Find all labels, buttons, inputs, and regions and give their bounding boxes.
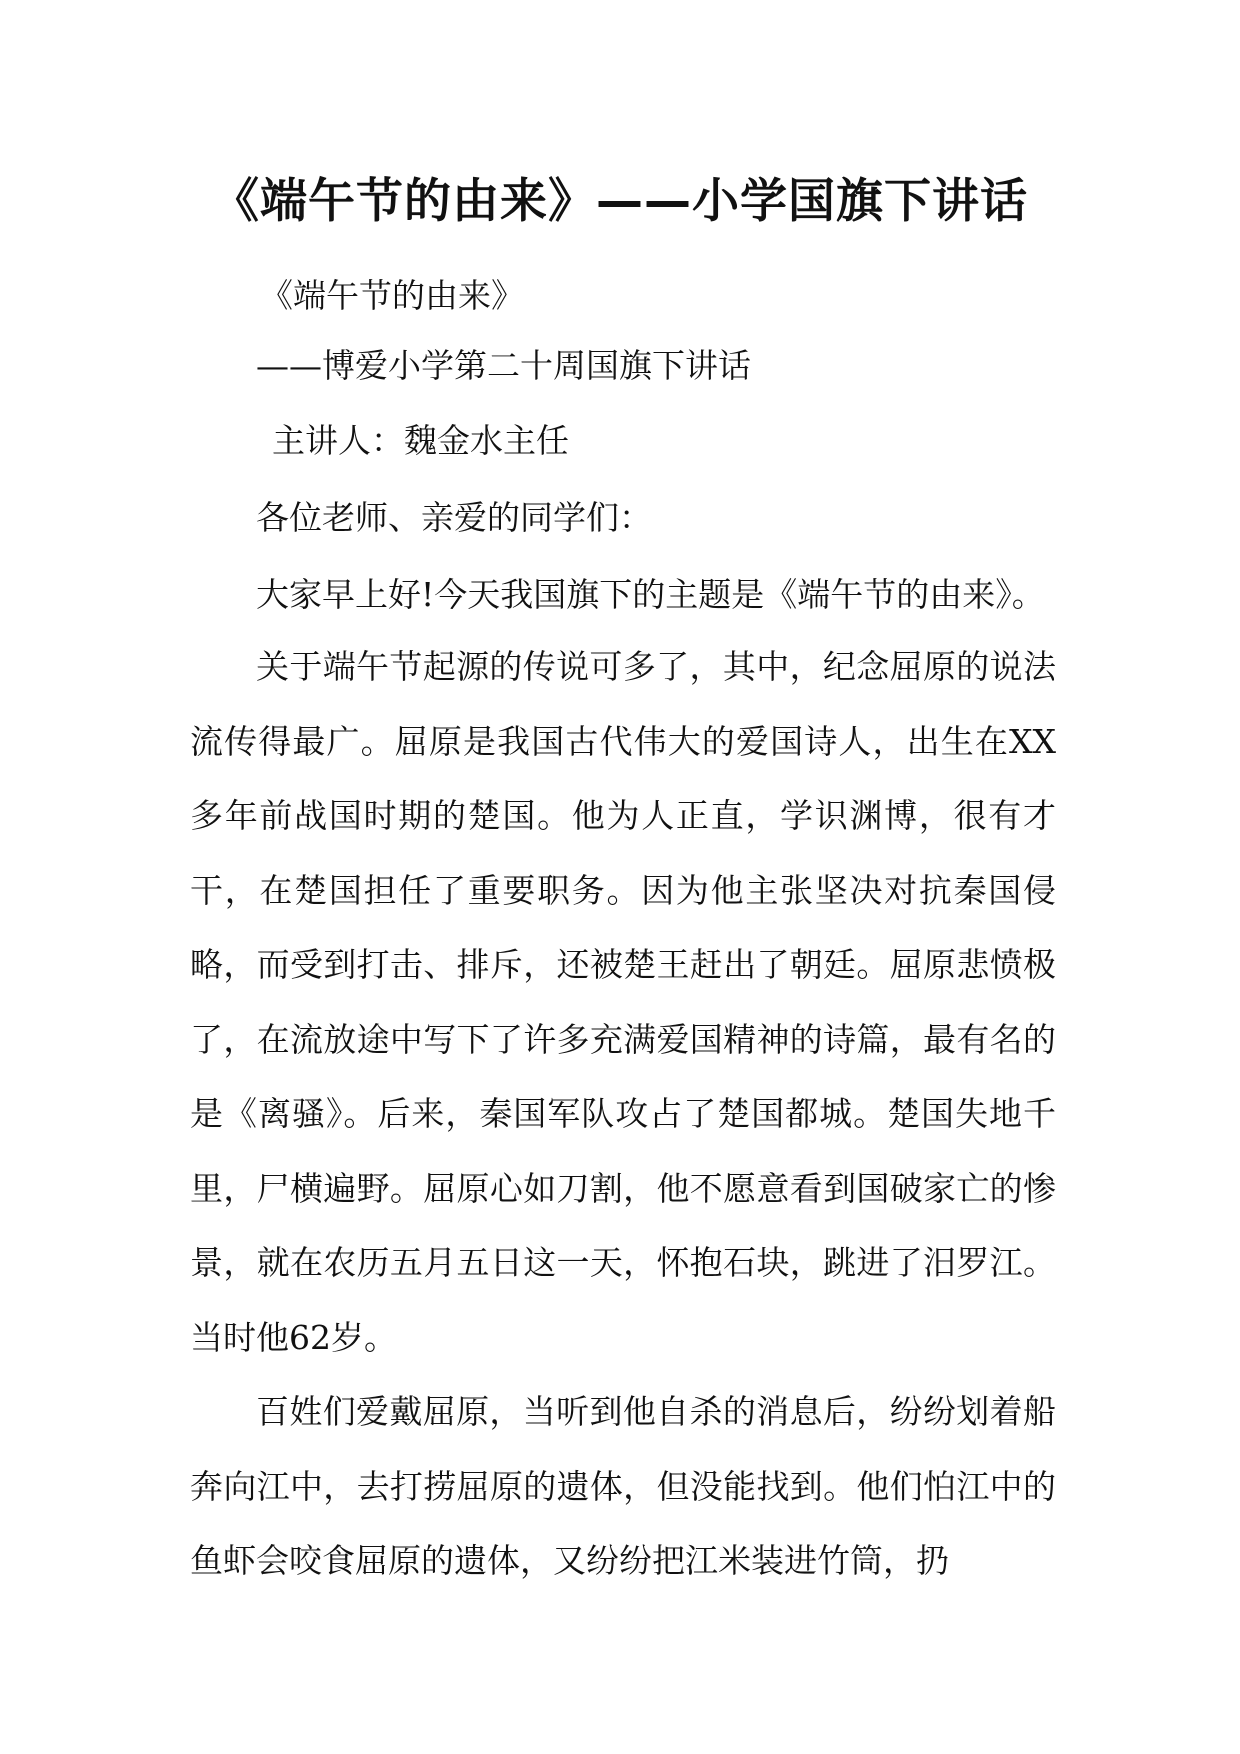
greeting-line: 各位老师、亲爱的同学们：: [256, 498, 652, 537]
subtitle-occasion: ——博爱小学第二十周国旗下讲话: [256, 346, 751, 385]
subtitle: 《端午节的由来》: [260, 276, 524, 315]
paragraph-people-mourning: 百姓们爱戴屈原，当听到他自杀的消息后，纷纷划着船奔向江中，去打捞屈原的遗体，但没能找到。他们怕江中的鱼虾会咬食屈原的遗体，又纷纷把江米装进竹筒，扔: [190, 1392, 1056, 1580]
speaker-line: 主讲人：魏金水主任: [272, 421, 569, 460]
document-title: 《端午节的由来》——小学国旗下讲话: [212, 174, 1028, 229]
paragraph-origin-story: 关于端午节起源的传说可多了，其中，纪念屈原的说法流传得最广。屈原是我国古代伟大的爱国诗人，出生在XX多年前战国时期的楚国。他为人正直，学识渊博，很有才干，在楚国担任了重要职务。因为他主张坚决对抗秦国侵略，而受到打击、排斥，还被楚王赶出了朝廷。屈原悲愤极了，在流放途中写下了许多充满爱国精神的诗篇，最有名的是《离骚》。后来，秦国军队攻占了楚国都城。楚国失地千里，尸横遍野。屈原心如刀割，他不愿意看到国破家亡的惨景，就在农历五月五日这一天，怀抱石块，跳进了汨罗江。当时他62岁。: [190, 647, 1056, 1357]
opening-line: 大家早上好!今天我国旗下的主题是《端午节的由来》。: [256, 575, 1045, 614]
